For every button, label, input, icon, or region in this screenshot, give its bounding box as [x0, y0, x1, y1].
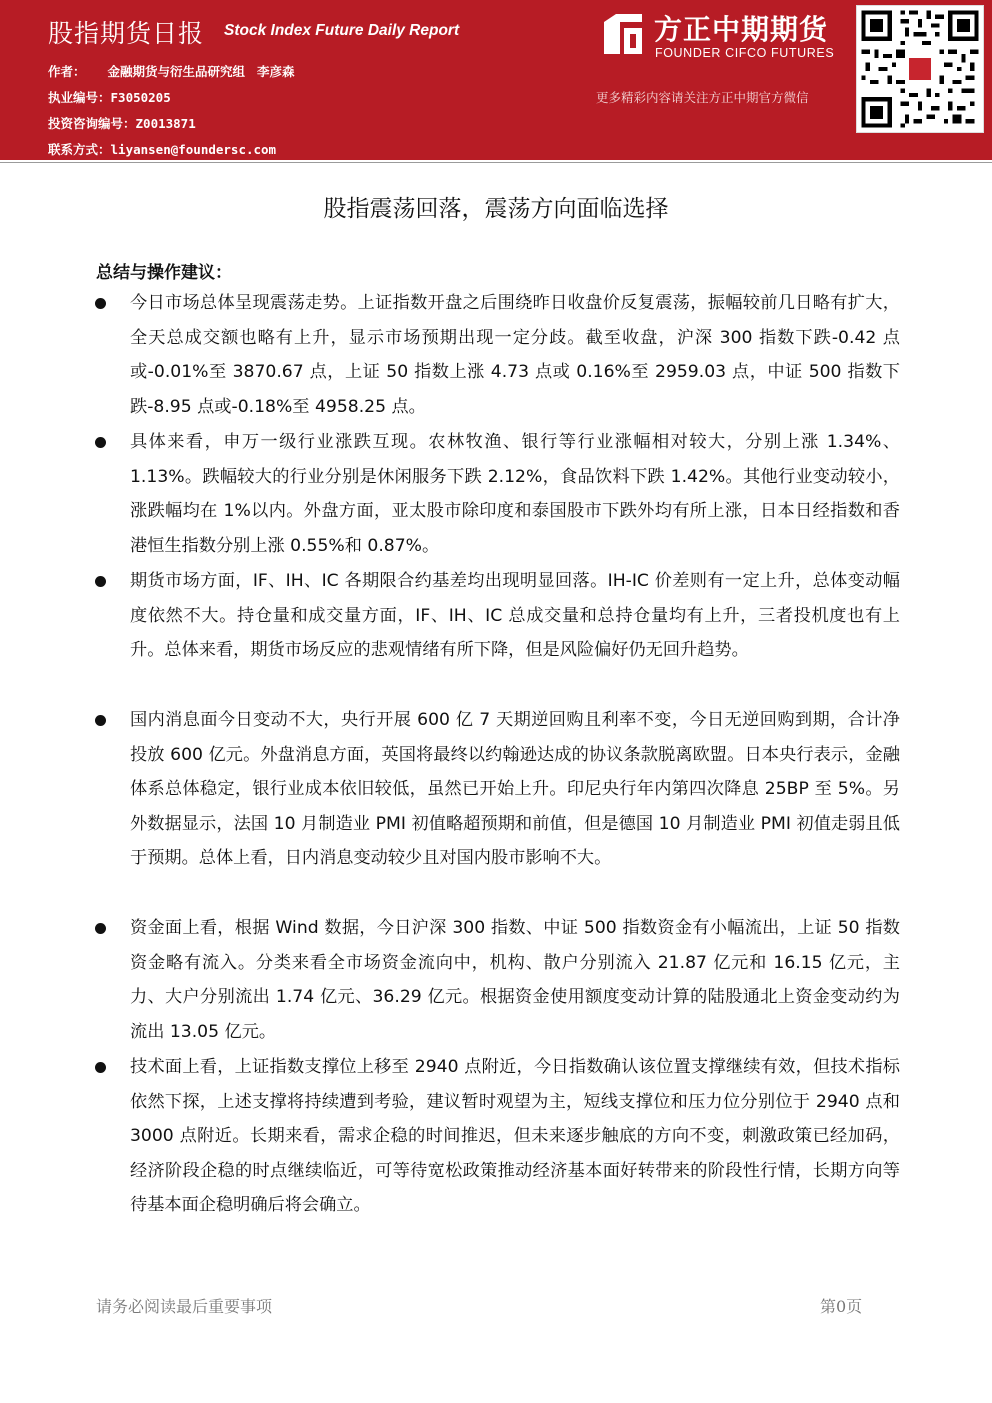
paragraph-news: 国内消息面今日变动不大，央行开展 600 亿 7 天期逆回购且利率不变，今日无逆回购到期，合计净投放 600 亿元。外盘消息方面，英国将最终以约翰逊达成的协议条款脱离欧盟。日本央行表示，金融体系总体稳定，银行业成本依旧较低，虽然已开始上升。印尼央行年内第四次降息 25BP 至 5%。另外数据显示，法国 10 月制造业 PMI 初值略超预期和前值，但是德国 10 月制造业 PMI 初值走弱且低于预期。总体上看，日内消息变动较少且对国内股市影响不大。 — [130, 710, 900, 869]
contact-line — [48, 140, 276, 158]
consult-number: Z0013871 — [135, 116, 196, 131]
author-line — [48, 62, 295, 80]
license-number: F3050205 — [110, 90, 171, 105]
follow-wechat-text: 更多精彩内容请关注方正中期官方微信 — [596, 90, 809, 105]
contact-label: 联系方式： — [48, 142, 111, 157]
consult-line — [48, 114, 196, 132]
report-header — [0, 0, 992, 160]
paragraph-futures-market: 期货市场方面，IF、IH、IC 各期限合约基差均出现明显回落。IH-IC 价差则有一定上升，总体变动幅度依然不大。持仓量和成交量方面，IF、IH、IC 总成交量和总持仓量均有上升，三者投机度也有上升。总体来看，期货市场反应的悲观情绪有所下降，但是风险偏好仍无回升趋势。 — [130, 571, 900, 661]
report-title-en: Stock Index Future Daily Report — [224, 22, 460, 39]
founder-logo-icon — [602, 14, 644, 58]
paragraph-technical: 技术面上看，上证指数支撑位上移至 2940 点附近，今日指数确认该位置支撑继续有效，但技术指标依然下探，上述支撑将持续遭到考验，建议暂时观望为主，短线支撑位和压力位分别位于 2940 点和 3000 点附近。长期来看，需求企稳的时间推迟，但未来逐步触底的方向不变，刺激政策已经加码，经济阶段企稳的时点继续临近，可等待宽松政策推动经济基本面好转带来的阶段性行情，长期方向等待基本面企稳明确后将会确立。 — [130, 1057, 900, 1216]
author-name: 李彦森 — [257, 64, 295, 79]
consult-label: 投资咨询编号： — [48, 116, 136, 131]
brand-name-cn: 方正中期期货 — [654, 13, 829, 46]
document-title: 股指震荡回落，震荡方向面临选择 — [323, 196, 669, 222]
paragraph-capital-flow: 资金面上看，根据 Wind 数据，今日沪深 300 指数、中证 500 指数资金有小幅流出，上证 50 指数资金略有流入。分类来看全市场资金流向中，机构、散户分别流入 21.87 亿元和 16.15 亿元，主力、大户分别流出 1.74 亿元、36.29 亿元。根据资金使用额度变动计算的陆股通北上资金变动约为流出 13.05 亿元。 — [130, 918, 900, 1042]
paragraph-sector-performance: 具体来看，申万一级行业涨跌互现。农林牧渔、银行等行业涨幅相对较大，分别上涨 1.34%、1.13%。跌幅较大的行业分别是休闲服务下跌 2.12%，食品饮料下跌 1.42%。其他行业变动较小，涨跌幅均在 1%以内。外盘方面，亚太股市除印度和泰国股市下跌外均有所上涨，日本日经指数和香港恒生指数分别上涨 0.55%和 0.87%。 — [130, 432, 900, 556]
paragraph-market-overview: 今日市场总体呈现震荡走势。上证指数开盘之后围绕昨日收盘价反复震荡，振幅较前几日略有扩大，全天总成交额也略有上升，显示市场预期出现一定分歧。截至收盘，沪深 300 指数下跌-0.42 点或-0.01%至 3870.67 点，上证 50 指数上涨 4.73 点或 0.16%至 2959.03 点，中证 500 指数下跌-8.95 点或-0.18%至 4958.25 点。 — [130, 293, 900, 417]
header-divider — [0, 162, 992, 163]
wechat-qr-code-icon[interactable] — [856, 5, 984, 133]
bullet-icon — [95, 298, 106, 309]
bullet-icon — [95, 923, 106, 934]
contact-email[interactable]: liyansen@foundersc.com — [110, 142, 277, 157]
license-line — [48, 88, 171, 106]
author-label: 作者： — [48, 64, 86, 79]
report-title-cn: 股指期货日报 — [48, 19, 205, 48]
bullet-icon — [95, 715, 106, 726]
author-group: 金融期货与衍生品研究组 — [107, 64, 246, 79]
footer-disclaimer-note: 请务必阅读最后重要事项 — [96, 1297, 273, 1316]
page-number: 第0页 — [820, 1297, 863, 1316]
bullet-icon — [95, 437, 106, 448]
summary-label: 总结与操作建议： — [96, 263, 232, 283]
brand-name-en: FOUNDER CIFCO FUTURES — [655, 46, 835, 60]
bullet-icon — [95, 576, 106, 587]
license-label: 执业编号： — [48, 90, 111, 105]
bullet-icon — [95, 1062, 106, 1073]
